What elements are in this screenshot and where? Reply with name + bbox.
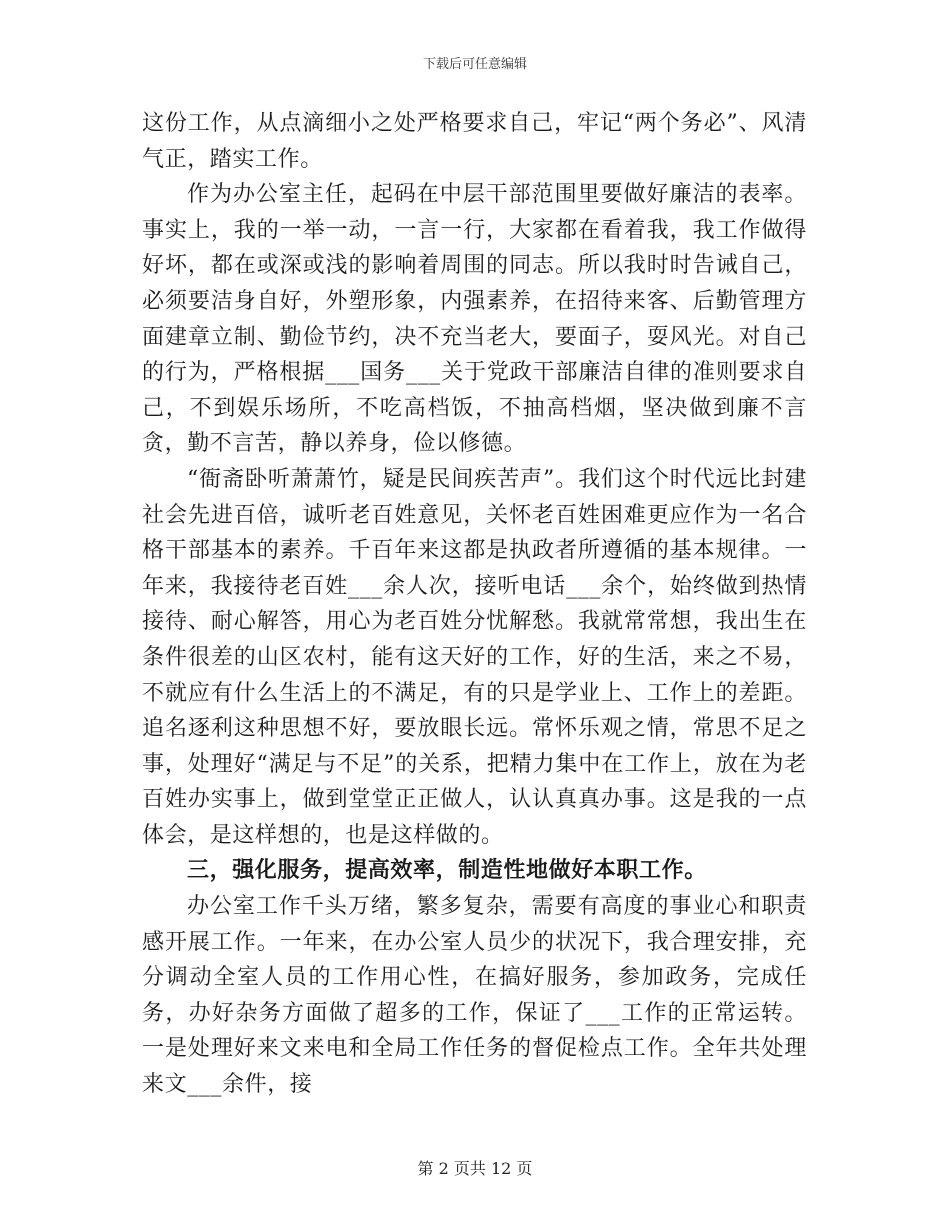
paragraph-integrity: 作为办公室主任，起码在中层干部范围里要做好廉洁的表率。事实上，我的一举一动，一言一行，大家都在看着我，我工作做得好坏，都在或深或浅的影响着周围的同志。所以我时时告诫自己，必须要洁身自好，外塑形象，内强素养，在招待来客、后勤管理方面建章立制、勤俭节约，决不充当老大，要面子，耍风光。对自己的行为，严格根据___国务___关于党政干部廉洁自律的准则要求自己，不到娱乐场所，不吃高档饭，不抽高档烟，坚决做到廉不言贪，勤不言苦，静以养身，俭以修德。 (142, 182, 807, 457)
paragraph-public-service: “衙斋卧听萧萧竹，疑是民间疾苦声”。我们这个时代远比封建社会先进百倍，诚听老百姓意见，关怀老百姓困难更应作为一名合格干部基本的素养。千百年来这都是执政者所遵循的基本规律。一年来，我接待老百姓___余人次，接听电话___余个，始终做到热情接待、耐心解答，用心为老百姓分忧解愁。我就常常想，我出生在条件很差的山区农村，能有这天好的工作，好的生活，来之不易，不就应有什么生活上的不满足，有的只是学业上、工作上的差距。追名逐利这种思想不好，要放眼长远。常怀乐观之情，常思不足之事，处理好“满足与不足”的关系，把精力集中在工作上，放在为老百姓办实事上，做到堂堂正正做人，认认真真办事。这是我的一点体会，是这样想的，也是这样做的。 (142, 466, 807, 848)
page-number: 第 2 页共 12 页 (417, 1159, 533, 1178)
paragraph-continuation: 这份工作，从点滴细小之处严格要求自己，牢记“两个务必”、风清气正，踏实工作。 (142, 111, 807, 172)
paragraph-office-work: 办公室工作千头万绪，繁多复杂，需要有高度的事业心和职责感开展工作。一年来，在办公室人员少的状况下，我合理安排，充分调动全室人员的工作用心性，在搞好服务，参加政务，完成任务，办好杂务方面做了超多的工作，保证了___工作的正常运转。一是处理好来文来电和全局工作任务的督促检点工作。全年共处理来文___余件，接 (142, 894, 807, 1098)
section-heading: 三，强化服务，提高效率，制造性地做好本职工作。 (187, 857, 707, 884)
document-body (142, 106, 807, 1103)
page-header: 下载后可任意编辑 (422, 57, 527, 72)
